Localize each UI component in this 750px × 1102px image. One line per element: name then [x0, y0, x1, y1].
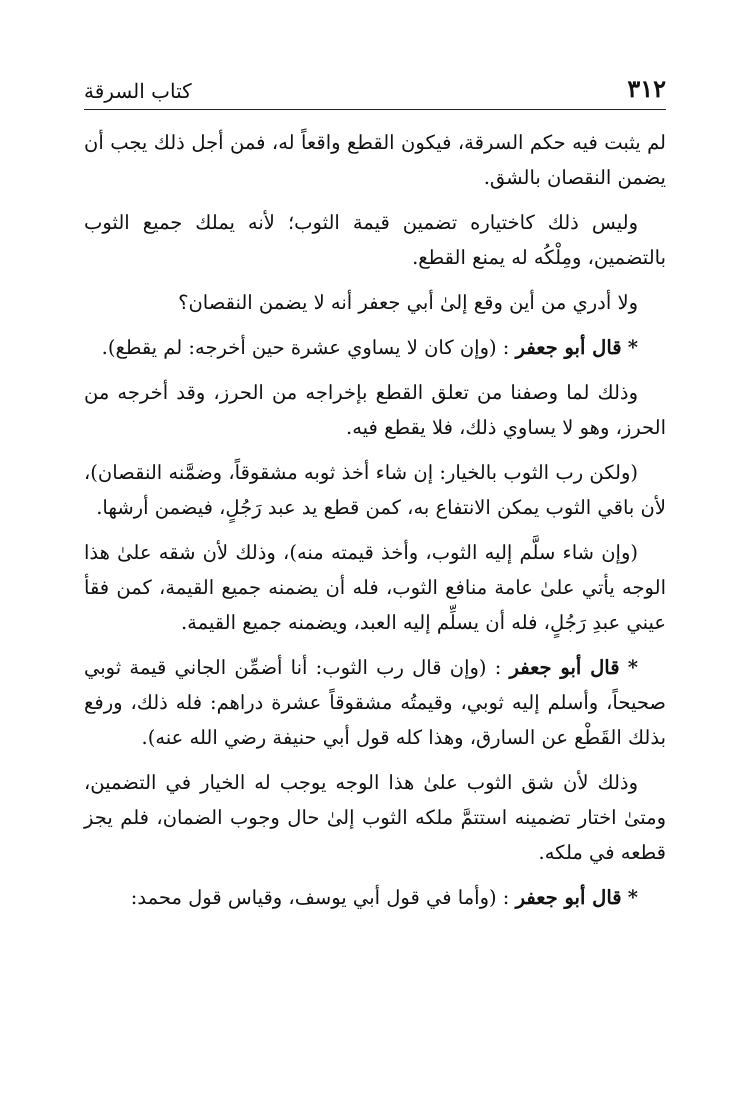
- paragraph: [84, 375, 666, 445]
- page-header: [84, 72, 666, 110]
- paragraph-text: (وإن شاء سلَّم إليه الثوب، وأخذ قيمته منه)، وذلك لأن شقه علىٰ هذا الوجه يأتي علىٰ عامة منافع الثوب، فله أن يضمنه جميع القيمة، كمن فقأ عيني عبدِ رَجُلٍ، فله أن يسلِّم إليه العبد، ويضمنه جميع القيمة.: [84, 541, 666, 634]
- paragraph: [84, 205, 666, 275]
- paragraph-text: : (وإن كان لا يساوي عشرة حين أخرجه: لم يقطع).: [101, 336, 510, 359]
- speaker-label: قال أبو جعفر: [509, 656, 620, 679]
- running-title: كتاب السرقة: [84, 79, 192, 103]
- page-body: [84, 125, 666, 925]
- asterisk-marker: *: [627, 336, 638, 359]
- speaker-label: قال أبو جعفر: [515, 336, 622, 359]
- speaker-label: قال أبو جعفر: [515, 886, 622, 909]
- page-number: ٣١٢: [627, 74, 666, 103]
- paragraph-text: : (وإن قال رب الثوب: أنا أضمِّن الجاني قيمة ثوبي صحيحاً، وأسلم إليه ثوبي، وقيمتُه مشقوقاً عشرة دراهم: فله ذلك، ورفع بذلك القَطْع عن السارق، وهذا كله قول أبي حنيفة رضي الله عنه).: [84, 656, 666, 749]
- paragraph: [84, 125, 666, 195]
- paragraph-text: (ولكن رب الثوب بالخيار: إن شاء أخذ ثوبه مشقوقاً، وضمَّنه النقصان)، لأن باقي الثوب يمكن الانتفاع به، كمن قطع يد عبد رَجُلٍ، فيضمن أرشها.: [84, 461, 666, 519]
- paragraph-text: ولا أدري من أين وقع إلىٰ أبي جعفر أنه لا يضمن النقصان؟: [178, 291, 638, 314]
- paragraph: [84, 765, 666, 870]
- paragraph: [84, 455, 666, 525]
- paragraph: [84, 880, 666, 915]
- paragraph: [84, 535, 666, 640]
- asterisk-marker: *: [627, 886, 638, 909]
- asterisk-marker: *: [627, 656, 638, 679]
- paragraph-text: لم يثبت فيه حكم السرقة، فيكون القطع واقعاً له، فمن أجل ذلك يجب أن يضمن النقصان بالشق.: [84, 131, 666, 189]
- paragraph: [84, 650, 666, 755]
- paragraph: [84, 285, 666, 320]
- paragraph-text: : (وأما في قول أبي يوسف، وقياس قول محمد:: [130, 886, 510, 909]
- paragraph: [84, 330, 666, 365]
- paragraph-text: وذلك لما وصفنا من تعلق القطع بإخراجه من الحرز، وقد أخرجه من الحرز، وهو لا يساوي ذلك، فلا يقطع فيه.: [84, 381, 666, 439]
- paragraph-text: وليس ذلك كاختياره تضمين قيمة الثوب؛ لأنه يملك جميع الثوب بالتضمين، ومِلْكُه له يمنع القطع.: [84, 211, 666, 269]
- paragraph-text: وذلك لأن شق الثوب علىٰ هذا الوجه يوجب له الخيار في التضمين، ومتىٰ اختار تضمينه استتمَّ ملكه الثوب إلىٰ حال وجوب الضمان، فلم يجز قطعه في ملكه.: [84, 771, 666, 864]
